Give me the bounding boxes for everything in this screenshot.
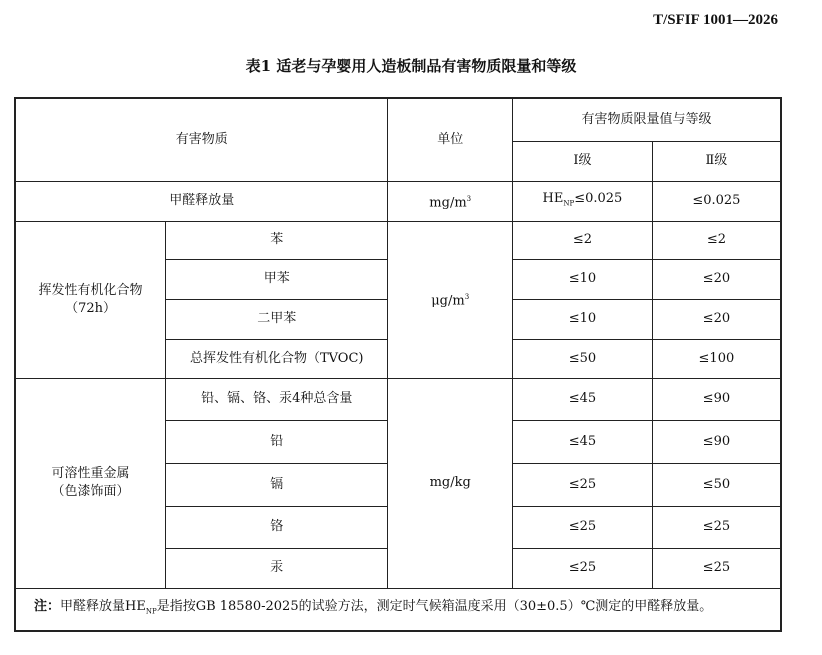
voc-grade2: ≤100 xyxy=(652,339,781,378)
metal-grade1: ≤45 xyxy=(513,378,653,420)
formaldehyde-unit: $mg/m^3$ xyxy=(388,181,513,221)
formaldehyde-grade2: ≤0.025 xyxy=(652,181,781,221)
voc-grade1: ≤50 xyxy=(513,339,653,378)
table-note: 注：甲醛释放量$HE_{NP}$是指按GB 18580-2025的试验方法，测定时气候箱温度采用（30±0.5）℃测定的甲醛释放量。 xyxy=(15,588,781,631)
formaldehyde-grade1: $HE_{NP}\le 0.025$ xyxy=(513,181,653,221)
header-limit: 有害物质限量值与等级 xyxy=(513,98,781,141)
voc-grade2: ≤2 xyxy=(652,221,781,259)
metal-name: 铬 xyxy=(166,506,388,548)
header-substance: 有害物质 xyxy=(15,98,388,181)
metal-grade2: ≤25 xyxy=(652,548,781,588)
voc-unit: $\mu g/m^3$ xyxy=(388,221,513,378)
hazardous-substance-table xyxy=(14,97,782,632)
voc-name: 甲苯 xyxy=(166,259,388,299)
voc-name: 苯 xyxy=(166,221,388,259)
voc-grade1: ≤10 xyxy=(513,259,653,299)
metals-group: 可溶性重金属 （色漆饰面） xyxy=(15,378,166,588)
voc-grade1: ≤2 xyxy=(513,221,653,259)
metal-name: 铅 xyxy=(166,420,388,463)
metal-grade1: ≤25 xyxy=(513,506,653,548)
standard-number: T/SFIF 1001—2026 xyxy=(653,12,778,28)
header-grade1: Ⅰ级 xyxy=(513,141,653,181)
voc-grade1: ≤10 xyxy=(513,299,653,339)
metal-grade1: ≤45 xyxy=(513,420,653,463)
metal-name: 铅、镉、铬、汞4种总含量 xyxy=(166,378,388,420)
metal-name: 镉 xyxy=(166,463,388,506)
metal-name: 汞 xyxy=(166,548,388,588)
metal-grade2: ≤25 xyxy=(652,506,781,548)
header-grade2: Ⅱ级 xyxy=(652,141,781,181)
metals-unit: mg/kg xyxy=(388,378,513,588)
voc-name: 二甲苯 xyxy=(166,299,388,339)
metal-grade2: ≤50 xyxy=(652,463,781,506)
table-title: 表1 适老与孕婴用人造板制品有害物质限量和等级 xyxy=(245,57,577,75)
voc-group: 挥发性有机化合物 （72h） xyxy=(15,221,166,378)
voc-grade2: ≤20 xyxy=(652,259,781,299)
metal-grade1: ≤25 xyxy=(513,463,653,506)
voc-name: 总挥发性有机化合物（TVOC) xyxy=(166,339,388,378)
metal-grade1: ≤25 xyxy=(513,548,653,588)
voc-grade2: ≤20 xyxy=(652,299,781,339)
metal-grade2: ≤90 xyxy=(652,420,781,463)
formaldehyde-name: 甲醛释放量 xyxy=(15,181,388,221)
metal-grade2: ≤90 xyxy=(652,378,781,420)
header-unit: 单位 xyxy=(388,98,513,181)
